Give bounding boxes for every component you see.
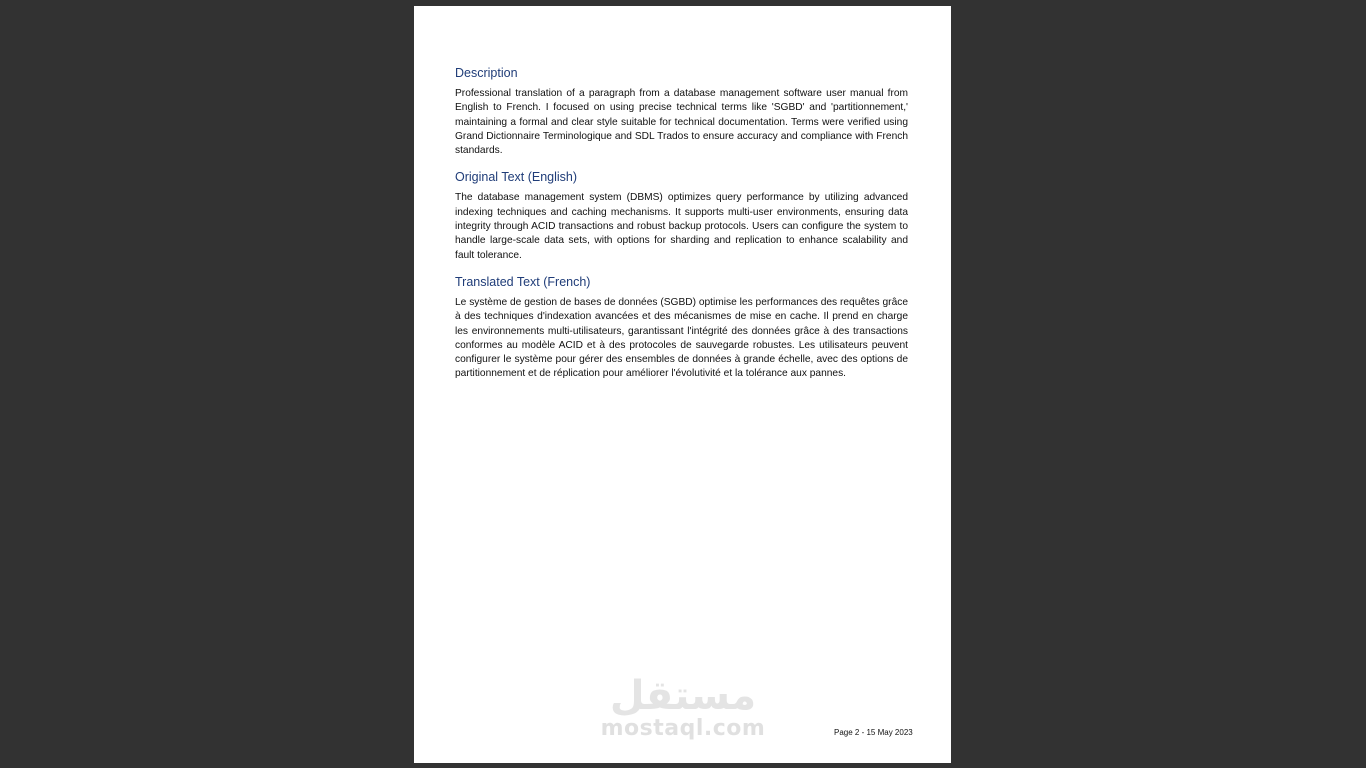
page-footer: Page 2 - 15 May 2023 [834,728,913,737]
watermark-arabic-logo: مستقل [609,673,757,719]
section-heading: Description [455,66,518,80]
section-translated-text [455,275,908,382]
section-original-text [455,170,908,262]
section-body: The database management system (DBMS) optimizes query performance by utilizing advanced indexing techniques and caching mechanisms. It supports multi-user environments, ensuring data integrity through ACID transactions and robust backup protocols. Users can configure the system to handle large-scale data sets, with options for sharding and replication to enhance scalability and fault tolerance. [455,192,908,261]
section-description [455,66,908,158]
section-body: Professional translation of a paragraph from a database management software user manual from English to French. I focused on using precise technical terms like 'SGBD' and 'partitionnement,' maintaining a formal and clear style suitable for technical documentation. Terms were verified using Grand Dictionnaire Terminologique and SDL Trados to ensure accuracy and compliance with French standards. [455,88,908,157]
document-page [414,6,951,763]
section-heading: Translated Text (French) [455,274,591,289]
mostaql-watermark [600,674,766,740]
page-content [455,66,908,394]
section-body: Le système de gestion de bases de données (SGBD) optimise les performances des requêtes grâce à des techniques d'indexation avancées et des mécanismes de mise en cache. Il prend en charge les environnements multi-utilisateurs, garantissant l'intégrité des données grâce à des transactions conformes au modèle ACID et à des protocoles de sauvegarde robustes. Les utilisateurs peuvent configurer le système pour gérer des ensembles de données à grande échelle, avec des options de partitionnement et de réplication pour améliorer l'évolutivité et la tolérance aux pannes. [455,296,908,380]
watermark-latin-logo: mostaql.com [600,716,766,741]
section-heading: Original Text (English) [455,170,578,185]
